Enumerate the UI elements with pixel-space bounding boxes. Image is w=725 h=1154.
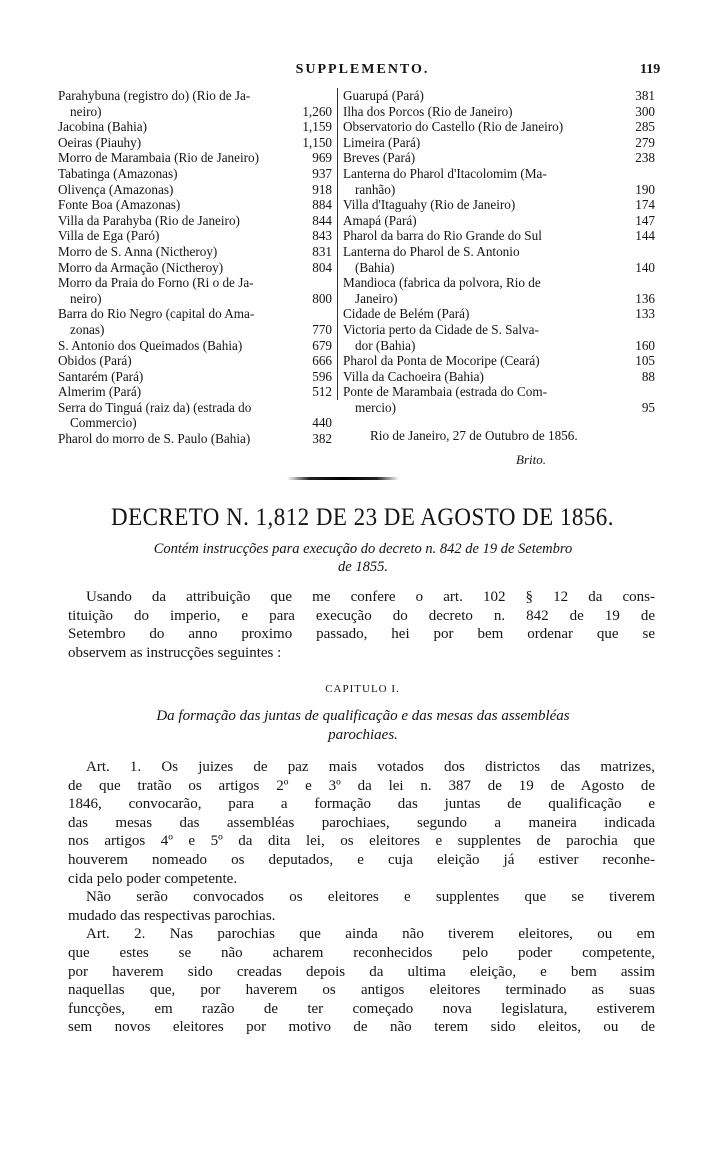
entry-line (343, 119, 655, 135)
place-name: Cidade de Belém (Pará) (343, 306, 470, 322)
entry-line (343, 244, 655, 260)
table-entry (58, 400, 332, 431)
article-paragraph (68, 758, 655, 888)
entry-line (58, 291, 332, 307)
place-name: (Bahia) (355, 259, 395, 275)
altitude-value: 300 (635, 103, 655, 119)
place-name: Janeiro) (355, 290, 398, 306)
altitude-value: 160 (635, 337, 655, 353)
text-line: de que tratão os artigos 2º e 3º da lei n. 387 de 19 de Agosto de (68, 777, 655, 794)
place-name: S. Antonio dos Queimados (Bahia) (58, 337, 243, 353)
intro-paragraph (68, 588, 655, 662)
entry-line (58, 119, 332, 135)
place-name: Parahybuna (registro do) (Rio de Ja- (58, 88, 251, 103)
signature-name: Brito. (516, 452, 546, 467)
entry-line (58, 369, 332, 385)
place-name: Villa da Cachoeira (Bahia) (343, 368, 484, 384)
entry-line (343, 369, 655, 385)
altitude-value: 1,150 (302, 134, 332, 150)
section-rule (287, 477, 399, 480)
entry-line (58, 135, 332, 151)
entry-line (58, 353, 332, 369)
entry-line (58, 228, 332, 244)
altitude-value: 285 (635, 119, 655, 135)
chapter-heading (68, 707, 658, 745)
table-entry (343, 353, 655, 369)
place-name: Amapá (Pará) (343, 212, 417, 228)
place-name: Morro da Armação (Nictheroy) (58, 259, 224, 275)
place-name: dor (Bahia) (355, 337, 416, 353)
altitude-value: 174 (635, 197, 655, 213)
place-name: Ilha dos Porcos (Rio de Janeiro) (343, 103, 513, 119)
place-name: Barra do Rio Negro (capital do Ama- (58, 306, 255, 322)
entry-line (343, 182, 655, 198)
chapter-heading-line: parochiaes. (328, 727, 398, 743)
altitude-value: 884 (312, 197, 332, 213)
place-name: zonas) (70, 321, 105, 337)
subtitle-line: Contém instrucções para execução do decreto n. 842 de 19 de Setembro (153, 541, 573, 557)
table-entry (343, 119, 655, 135)
altitude-value: 679 (312, 337, 332, 353)
place-name: Almerim (Pará) (58, 384, 142, 400)
entry-line (58, 150, 332, 166)
altitude-value: 937 (312, 165, 332, 181)
place-name: neiro) (70, 290, 102, 306)
altitude-value: 770 (312, 321, 332, 337)
entry-line (58, 197, 332, 213)
place-name: Lanterna do Pharol de S. Antonio (343, 243, 520, 259)
subtitle-line: de 1855. (338, 559, 388, 575)
column-divider (337, 88, 338, 400)
table-entry (58, 275, 332, 306)
altitude-value: 666 (312, 353, 332, 369)
entry-line (58, 322, 332, 338)
entry-line (58, 415, 332, 431)
place-name: Observatorio do Castello (Rio de Janeiro) (343, 119, 564, 135)
altitude-value: 95 (641, 399, 655, 415)
chapter-label: CAPITULO I. (325, 683, 400, 695)
text-line: nos artigos 4º e 5º da dita lei, os eleitores e supplentes de parochia que (68, 833, 655, 850)
article-paragraph (68, 925, 655, 1037)
text-line: cida pelo poder competente. (68, 870, 238, 887)
entry-line (58, 88, 332, 104)
entry-line (343, 275, 655, 291)
altitude-value: 800 (312, 290, 332, 306)
table-entry (58, 384, 332, 400)
place-name: Oeiras (Piauhy) (58, 134, 142, 150)
entry-line (343, 260, 655, 276)
altitude-value: 382 (312, 431, 332, 447)
place-name: Tabatinga (Amazonas) (58, 165, 178, 181)
table-entry (58, 213, 332, 229)
text-line: sem novos eleitores por motivo de não terem sido eleitos, ou de (68, 1019, 655, 1036)
entry-line (58, 306, 332, 322)
altitude-value: 133 (635, 306, 655, 322)
entry-line (343, 353, 655, 369)
text-line: naquellas que, por haverem os antigos eleitores terminado as suas (68, 982, 655, 999)
place-name: Morro de Marambaia (Rio de Janeiro) (58, 150, 260, 166)
place-name: Ponte de Marambaia (estrada do Com- (343, 384, 547, 400)
table-entry (343, 197, 655, 213)
altitude-value: 843 (312, 228, 332, 244)
table-entry (58, 182, 332, 198)
entry-line (58, 260, 332, 276)
place-name: Olivença (Amazonas) (58, 181, 174, 197)
entry-line (343, 228, 655, 244)
place-name: Villa de Ega (Paró) (58, 228, 160, 244)
altitude-value: 147 (635, 212, 655, 228)
altitude-value: 969 (312, 150, 332, 166)
altitude-value: 190 (635, 181, 655, 197)
place-name: Pharol do morro de S. Paulo (Bahia) (58, 431, 251, 447)
table-entry (58, 228, 332, 244)
entry-line (58, 213, 332, 229)
altitude-value: 440 (312, 415, 332, 431)
chapter-heading-line: Da formação das juntas de qualificação e das mesas das assembléas (156, 708, 570, 724)
entry-line (58, 275, 332, 291)
signature-place-date: Rio de Janeiro, 27 de Outubro de 1856. (370, 428, 578, 443)
table-entry (58, 166, 332, 182)
article-paragraph (68, 888, 655, 925)
entry-line (58, 338, 332, 354)
entry-line (58, 384, 332, 400)
altitude-value: 381 (635, 88, 655, 103)
place-name: Fonte Boa (Amazonas) (58, 197, 181, 213)
altitude-value: 918 (312, 181, 332, 197)
entry-line (343, 104, 655, 120)
place-name: Jacobina (Bahia) (58, 119, 147, 135)
table-entry (343, 135, 655, 151)
altitude-value: 136 (635, 290, 655, 306)
text-line: funcções, em razão de ter começado nova legislatura, estiverem (68, 1000, 655, 1017)
table-entry (58, 260, 332, 276)
table-entry (343, 213, 655, 229)
altitude-value: 88 (641, 368, 655, 384)
entry-line (343, 384, 655, 400)
table-entry (343, 88, 655, 104)
place-name: Mandioca (fabrica da polvora, Rio de (343, 275, 541, 291)
entry-line (58, 166, 332, 182)
place-name: mercio) (355, 399, 397, 415)
text-line: Não serão convocados os eleitores e supplentes que se tiverem (86, 889, 655, 906)
table-entry (343, 306, 655, 322)
place-name: Victoria perto da Cidade de S. Salva- (343, 321, 539, 337)
entry-line (343, 400, 655, 416)
place-name: Obidos (Pará) (58, 353, 132, 369)
text-line: tituição do imperio, e para execução do decreto n. 842 de 19 de (68, 607, 655, 624)
entry-line (343, 306, 655, 322)
altitude-value: 596 (312, 368, 332, 384)
place-name: Serra do Tinguá (raiz da) (estrada do (58, 399, 252, 415)
altitude-value: 1,159 (302, 119, 332, 135)
altitude-value: 831 (312, 243, 332, 259)
table-entry (343, 322, 655, 353)
place-name: Santarém (Pará) (58, 368, 144, 384)
table-entry (58, 353, 332, 369)
place-name: Morro da Praia do Forno (Ri o de Ja- (58, 275, 254, 291)
table-entry (343, 369, 655, 385)
text-line: Setembro do anno proximo passado, hei por bem ordenar que se (68, 626, 655, 643)
altitude-table-right-column (343, 88, 655, 415)
table-entry (58, 150, 332, 166)
table-entry (58, 119, 332, 135)
place-name: ranhão) (355, 181, 396, 197)
place-name: Pharol da Ponta de Mocoripe (Ceará) (343, 353, 540, 369)
text-line: por haverem sido creadas depois da ultima eleição, e bem assim (68, 963, 655, 980)
altitude-table-left-column (58, 88, 332, 447)
place-name: Commercio) (70, 415, 137, 431)
altitude-value: 238 (635, 150, 655, 166)
altitude-value: 1,260 (302, 103, 332, 119)
entry-line (343, 166, 655, 182)
entry-line (58, 400, 332, 416)
entry-line (58, 244, 332, 260)
place-name: Lanterna do Pharol d'Itacolomim (Ma- (343, 165, 547, 181)
running-head: SUPPLEMENTO. (295, 62, 430, 77)
table-entry (58, 197, 332, 213)
table-entry (58, 369, 332, 385)
text-line: Art. 2. Nas parochias que ainda não tiverem eleitores, ou em (86, 926, 655, 943)
decree-title: DECRETO N. 1,812 DE 23 DE AGOSTO DE 1856. (111, 504, 614, 531)
altitude-value: 144 (635, 228, 655, 244)
table-entry (343, 150, 655, 166)
table-entry (343, 228, 655, 244)
table-entry (58, 135, 332, 151)
table-entry (343, 244, 655, 275)
entry-line (343, 338, 655, 354)
place-name: Villa da Parahyba (Rio de Janeiro) (58, 212, 240, 228)
table-entry (343, 166, 655, 197)
altitude-value: 804 (312, 259, 332, 275)
text-line: que estes se não acharem reconhecidos pelo poder competente, (68, 944, 655, 961)
text-line: 1846, convocarão, para a formação das juntas de qualificação e (68, 796, 655, 813)
entry-line (343, 197, 655, 213)
entry-line (58, 182, 332, 198)
altitude-value: 279 (635, 134, 655, 150)
altitude-value: 512 (312, 384, 332, 400)
table-entry (343, 275, 655, 306)
page-number: 119 (640, 62, 661, 77)
table-entry (343, 104, 655, 120)
articles (68, 758, 655, 1037)
text-line: mudado das respectivas parochias. (68, 907, 276, 924)
altitude-value: 140 (635, 259, 655, 275)
place-name: Villa d'Itaguahy (Rio de Janeiro) (343, 197, 516, 213)
place-name: Morro de S. Anna (Nictheroy) (58, 243, 218, 259)
altitude-value: 105 (635, 353, 655, 369)
text-line: Usando da attribuição que me confere o art. 102 § 12 da cons- (86, 589, 655, 605)
place-name: Guarupá (Pará) (343, 88, 424, 103)
place-name: Limeira (Pará) (343, 134, 421, 150)
text-line: Art. 1. Os juizes de paz mais votados dos districtos das matrizes, (86, 759, 655, 775)
place-name: Breves (Pará) (343, 150, 416, 166)
table-entry (58, 338, 332, 354)
table-entry (58, 306, 332, 337)
place-name: Pharol da barra do Rio Grande do Sul (343, 228, 542, 244)
table-entry (343, 384, 655, 415)
text-line: das mesas das assembléas parochiaes, segundo a maneira indicada (68, 814, 655, 831)
altitude-value: 844 (312, 212, 332, 228)
text-line: houverem nomeado os deputados, e cuja eleição já estiver reconhe- (68, 851, 655, 868)
table-entry (58, 244, 332, 260)
entry-line (343, 322, 655, 338)
text-line: observem as instrucções seguintes : (68, 644, 282, 661)
decree-subtitle (68, 540, 658, 576)
place-name: neiro) (70, 103, 102, 119)
entry-line (343, 150, 655, 166)
table-entry (58, 431, 332, 447)
entry-line (343, 135, 655, 151)
entry-line (58, 431, 332, 447)
entry-line (343, 213, 655, 229)
entry-line (343, 291, 655, 307)
entry-line (58, 104, 332, 120)
table-entry (58, 88, 332, 119)
entry-line (343, 88, 655, 104)
